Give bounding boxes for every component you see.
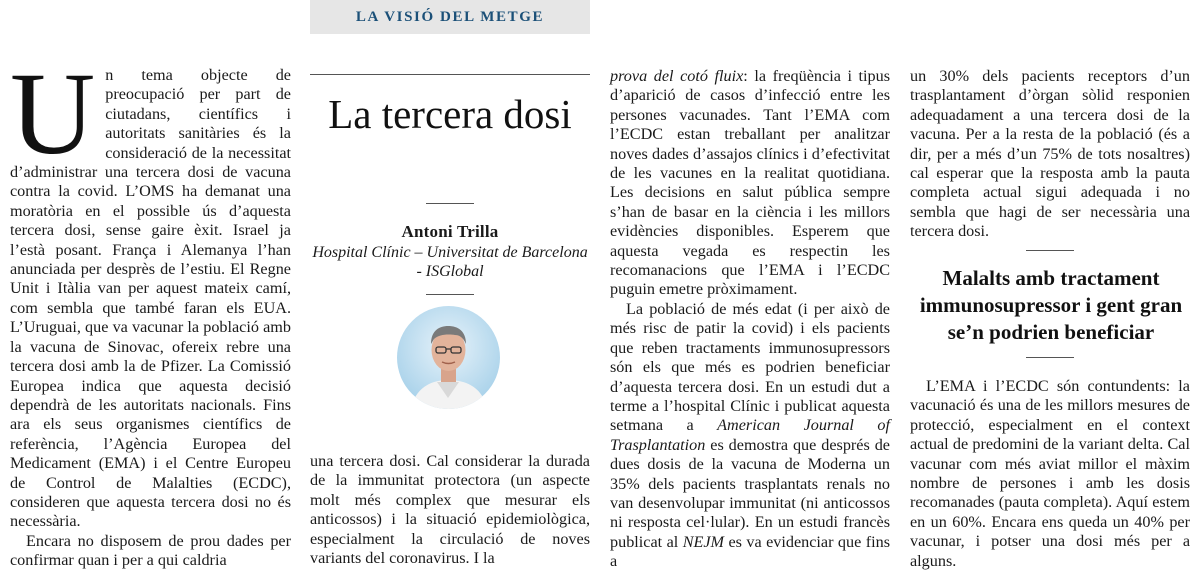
article-column-3 bbox=[610, 67, 890, 572]
headline-top-rule bbox=[310, 74, 590, 75]
section-header bbox=[310, 0, 590, 34]
article-column-4 bbox=[910, 67, 1190, 242]
column3-paragraph-1 bbox=[610, 67, 890, 300]
article-headline: La tercera dosi bbox=[328, 91, 572, 137]
column3-text-2c: es va evidenciar que fins a bbox=[610, 532, 891, 571]
author-affiliation: Hospital Clínic – Universitat de Barcelona - ISGlobal bbox=[312, 244, 588, 280]
column1-paragraph-1 bbox=[10, 48, 291, 532]
column3-paragraph-2 bbox=[610, 300, 890, 572]
headline-divider bbox=[426, 203, 474, 204]
subhead-bottom-divider bbox=[1026, 357, 1074, 358]
author-name: Antoni Trilla bbox=[401, 222, 499, 241]
column3-text-1: : la freqüència i tipus d’aparició de casos d’infecció entre les persones vacunades. Tant l’EMA com l’ECDC estan treballant per analitzar noves dades d’assajos clínics i d’efectivitat de les vacunes en la realitat quotidiana. Les decisions en salut pública sempre s’han de basar en la ciència i les millors evidències disponibles. Esperem que aquesta vegada es respectin les recomanacions que l’EMA i l’ECDC puguin emetre pròximament. bbox=[610, 67, 890, 299]
column4-paragraph-2: L’EMA i l’ECDC són contundents: la vacunació és una de les millors mesures de protecció, especialment en el context actual de predomini de la variant delta. Cal vacunar com més aviat millor el màxim nombre de persones i amb les dosis recomanades (pauta completa). Aquí estem en un 60%. Encara ens queda un 40% per vacunar, i potser una dosi més per a alguns. bbox=[910, 377, 1190, 570]
article-column-4-lower bbox=[910, 377, 1190, 571]
column3-italic-phrase: prova del cotó fluix bbox=[610, 67, 744, 85]
subhead-top-divider bbox=[1026, 250, 1074, 251]
column1-paragraph-2: Encara no disposem de prou dades per confirmar quan i per a qui caldria bbox=[10, 531, 291, 570]
article-column-1 bbox=[10, 48, 291, 571]
journal-name: American Journal of Trasplantation bbox=[610, 416, 890, 454]
author-portrait-icon bbox=[397, 306, 500, 409]
column2-paragraph-1: una tercera dosi. Cal considerar la durada de la immunitat protectora (un aspecte molt més complex que mesurar els anticossos) i la situació epidemiològica, especialment la circulació de noves variants del coronavirus. I la bbox=[310, 452, 590, 568]
column3-text-2a: La població de més edat (i per això de més risc de patir la covid) i els pacients que reben tractaments immunosupressors són els que més es podrien beneficiar d’aquesta tercera dosi. En un estudi dut a terme a l’hospital Clínic i publicat aquesta setmana a bbox=[610, 299, 890, 435]
article-column-2 bbox=[310, 452, 590, 568]
section-label: LA VISIÓ DEL METGE bbox=[355, 8, 545, 25]
article-subheading: Malalts amb tractament immunosupressor i gent gran se’n podrien beneficiar bbox=[919, 266, 1183, 344]
column1-text-1: n tema objecte de preocupació per part de ciutadans, científics i autoritats sanitàries és la consideració de la necessitat d’administrar una tercera dosi de vacuna contra la covid. L’OMS ha demanat una moratòria en el possible ús d’aquesta tercera dosi, sense gaire èxit. Israel ja l’està posant. França i Alemanya l’han anunciada per desprès de l’estiu. El Regne Unit i Itàlia van per aquest mateix camí, com sembla que també faran els EUA. L’Uruguai, que va vacunar la població amb la vacuna de Sinovac, ofereix rebre una tercera dosi amb la de Pfizer. La Comissió Europea indica que aquesta decisió dependrà de les autoritats nacionals. Fins ara els seus organismes científics de referència, l’Agència Europea del Medicament (EMA) i el Centre Europeu de Control de Malalties (ECDC), consideren que aquesta tercera dosi no és necessària. bbox=[10, 66, 291, 531]
author-divider bbox=[426, 294, 474, 295]
drop-cap: U bbox=[10, 48, 96, 179]
column4-paragraph-1: un 30% dels pacients receptors d’un trasplantament d’òrgan sòlid responien adequadament a una tercera dosi de la vacuna. Per a la resta de la població (és a dir, per a més d’un 75% de tots nosaltres) cal esperar que la resposta amb la pauta completa actual sigui adequada i no sembla que hagi de ser necessària una tercera dosi. bbox=[910, 67, 1190, 241]
column3-text-2b: es demostra que després de dues dosis de la vacuna de Moderna un 35% dels pacients trasplantats renals no van desenvolupar immunitat (ni anticossos ni resposta cel·lular). En un estudi francès publicat al bbox=[610, 435, 890, 551]
journal-nejm: NEJM bbox=[682, 532, 725, 551]
